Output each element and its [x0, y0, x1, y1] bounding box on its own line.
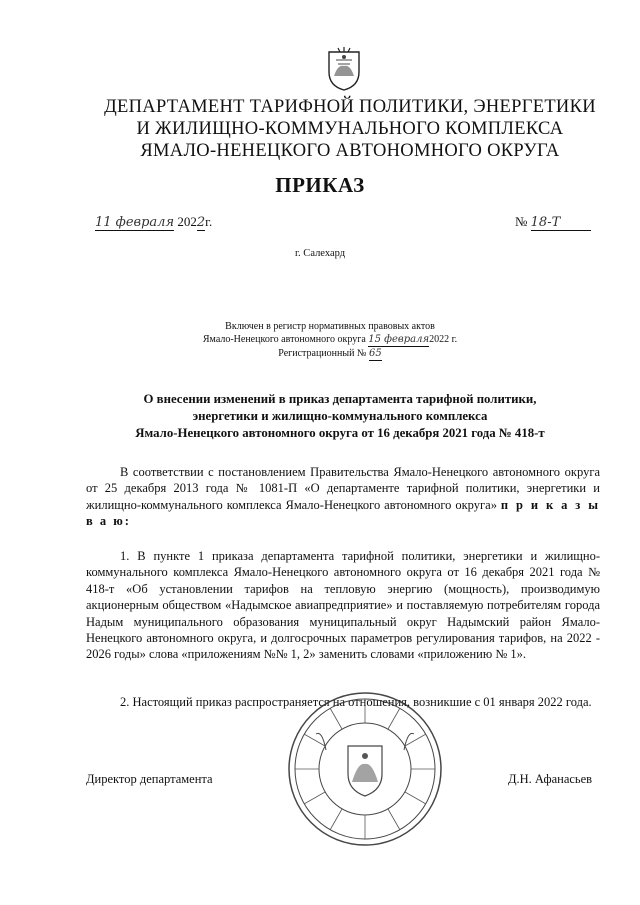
city: г. Салехард — [294, 248, 346, 259]
department-name — [60, 96, 640, 162]
year-prefix: 202 — [177, 214, 197, 229]
title-line-1: О внесении изменений в приказ департамента тарифной политики, — [143, 392, 537, 406]
year-handwritten: 2 — [196, 215, 206, 230]
preamble-text: В соответствии с постановлением Правительства Ямало-Ненецкого автономного округа от 25 декабря 2013 года № 1081-П «О департаменте тарифной политики, энергетики и жилищно-коммунального комплекса Ямало-Ненецкого автономного округа» — [86, 465, 600, 512]
order-word: п р и к а з ы в а ю: — [86, 497, 600, 529]
registration-number-handwritten: 65 — [368, 348, 382, 359]
item-1-text: 1. В пункте 1 приказа департамента тарифной политики, энергетики и жилищно-коммунального комплекса Ямало-Ненецкого автономного округа от 16 декабря 2021 года № 418-т «Об установлении тарифов на тепловую энергию (мощность), производимую акционерным обществом «Надымское авиапредприятие» и поставляемую потребителям города Надым муниципального образования муниципальный округ Надымский район Ямало-Ненецкого автономного округа, и долгосрочных параметров регулирования тарифов, на 2022 - 2026 годы» слова «приложениям №№ 1, 2» заменить словами «приложению № 1». — [86, 549, 600, 662]
title-line-3: Ямало-Ненецкого автономного округа от 16 декабря 2021 года № 418-т — [135, 426, 545, 440]
registration-date-handwritten: 15 февраля — [368, 334, 430, 345]
coat-of-arms-icon — [326, 46, 362, 92]
number-handwritten: 18-Т — [531, 215, 591, 231]
item-2-text: 2. Настоящий приказ распространяется на отношения, возникшие с 01 января 2022 года. — [120, 695, 592, 709]
date-handwritten: 11 февраля — [95, 215, 175, 230]
registration-line-3: Регистрационный № 65 — [278, 348, 382, 359]
order-number — [515, 214, 591, 231]
signatory-name: Д.Н. Афанасьев — [508, 772, 593, 786]
title-line-2: энергетики и жилищно-коммунального комплекса — [192, 409, 488, 423]
registration-stamp — [120, 320, 540, 361]
registration-line-1: Включен в регистр нормативных правовых актов — [225, 321, 435, 332]
order-date — [95, 214, 212, 231]
item-1-paragraph — [86, 548, 600, 663]
official-seal-icon — [286, 690, 444, 848]
number-label: № — [515, 214, 528, 229]
year-suffix: г. — [205, 214, 213, 229]
preamble-paragraph — [86, 464, 600, 530]
dept-line-2: И ЖИЛИЩНО-КОММУНАЛЬНОГО КОМПЛЕКСА — [136, 119, 564, 139]
order-title — [60, 391, 620, 442]
signatory-position: Директор департамента — [86, 772, 213, 786]
registration-line-2: Ямало-Ненецкого автономного округа 15 февраля2022 г. — [202, 334, 458, 345]
dept-line-1: ДЕПАРТАМЕНТ ТАРИФНОЙ ПОЛИТИКИ, ЭНЕРГЕТИКИ — [104, 97, 596, 117]
dept-line-3: ЯМАЛО-НЕНЕЦКОГО АВТОНОМНОГО ОКРУГА — [140, 141, 560, 161]
document-type: ПРИКАЗ — [275, 173, 365, 197]
